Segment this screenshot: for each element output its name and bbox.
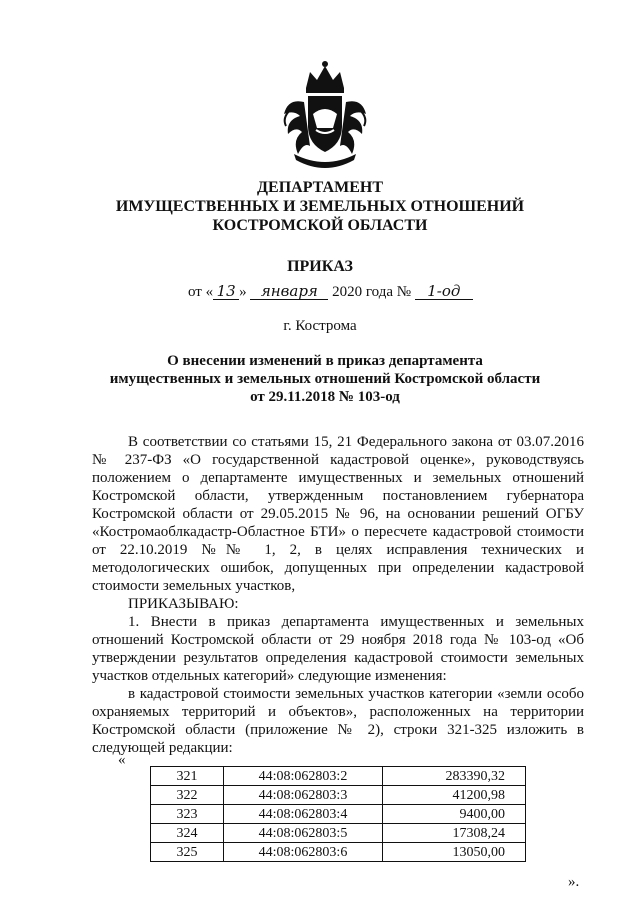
department-name <box>0 178 640 235</box>
row-number: 324 <box>151 824 224 843</box>
cadastral-number: 44:08:062803:3 <box>224 786 383 805</box>
item-1-paragraph: 1. Внести в приказ департамента имущественных и земельных отношений Костромской области от 29 ноября 2018 года № 103-од «Об утверждении результатов определения кадастровой стоимости земельных участков отдельных категорий» следующие изменения: <box>92 614 584 684</box>
table-row <box>151 805 526 824</box>
department-line-3: КОСТРОМСКОЙ ОБЛАСТИ <box>212 217 428 234</box>
cadastral-number: 44:08:062803:2 <box>224 767 383 786</box>
row-number: 322 <box>151 786 224 805</box>
cadastral-value: 283390,32 <box>383 767 526 786</box>
date-day: 13 <box>213 283 239 300</box>
subject-line-1: О внесении изменений в приказ департамента <box>167 353 483 369</box>
cadastral-value: 13050,00 <box>383 843 526 862</box>
cadastral-table <box>150 766 526 862</box>
table-row <box>151 767 526 786</box>
order-dateline <box>188 283 473 301</box>
table-row <box>151 786 526 805</box>
subject-line-3: от 29.11.2018 № 103-од <box>250 389 400 405</box>
cadastral-value: 9400,00 <box>383 805 526 824</box>
order-word: ПРИКАЗЫВАЮ: <box>128 596 239 612</box>
coat-of-arms-icon <box>270 58 380 176</box>
department-line-2: ИМУЩЕСТВЕННЫХ И ЗЕМЕЛЬНЫХ ОТНОШЕНИЙ <box>115 198 525 215</box>
opening-quote: « <box>118 752 126 768</box>
row-number: 325 <box>151 843 224 862</box>
table-row <box>151 843 526 862</box>
cadastral-number: 44:08:062803:5 <box>224 824 383 843</box>
date-year: 2020 года <box>332 284 393 300</box>
table-row <box>151 824 526 843</box>
closing-quote: ». <box>568 874 580 890</box>
row-number: 323 <box>151 805 224 824</box>
cadastral-number: 44:08:062803:4 <box>224 805 383 824</box>
number-sign: № <box>396 284 412 300</box>
preamble-paragraph: В соответствии со статьями 15, 21 Федерального закона от 03.07.2016 № 237-ФЗ «О государственной кадастровой оценке», руководствуясь положением о департаменте имущественных и земельных отношений Костромской области, утвержденным постановлением губернатора Костромской области от 29.05.2015 № 96, на основании решений ОГБУ «Костромаоблкадастр-Областное БТИ» о пересчете кадастровой стоимости от 22.10.2019 №№ 1, 2, в целях исправления технических и методологических ошибок, допущенных при определении кадастровой стоимости земельных участков, <box>92 434 584 594</box>
department-line-1: ДЕПАРТАМЕНТ <box>257 179 383 196</box>
date-mid: » <box>239 284 247 300</box>
order-subject <box>90 352 560 406</box>
cadastral-value: 17308,24 <box>383 824 526 843</box>
date-month: января <box>250 283 328 300</box>
cadastral-number: 44:08:062803:6 <box>224 843 383 862</box>
date-prefix: от « <box>188 284 214 300</box>
city-name: г. Кострома <box>283 318 357 334</box>
order-body <box>92 433 584 757</box>
changes-paragraph: в кадастровой стоимости земельных участков категории «земли особо охраняемых территорий и объектов», расположенных на территории Костромской области (приложение № 2), строки 321-325 изложить в следующей редакции: <box>92 686 584 756</box>
subject-line-2: имущественных и земельных отношений Костромской области <box>109 371 541 387</box>
cadastral-value: 41200,98 <box>383 786 526 805</box>
document-type: ПРИКАЗ <box>287 258 353 275</box>
order-number: 1-од <box>415 283 473 300</box>
row-number: 321 <box>151 767 224 786</box>
